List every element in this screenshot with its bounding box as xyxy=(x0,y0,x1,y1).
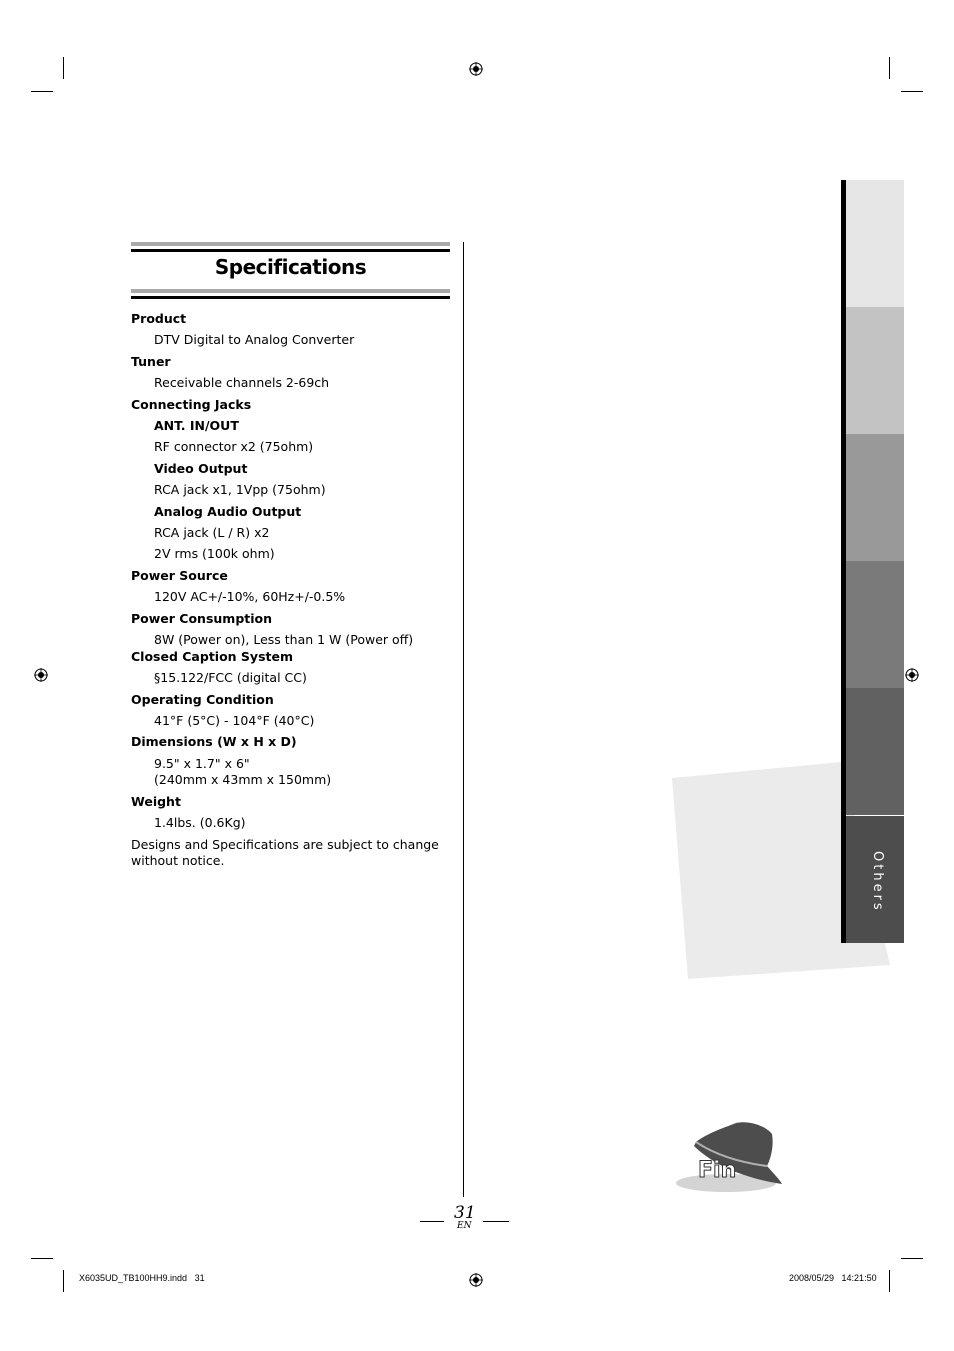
spec-value: 8W (Power on), Less than 1 W (Power off) xyxy=(154,632,414,647)
spec-value: 1.4lbs. (0.6Kg) xyxy=(154,815,246,830)
fin-logo-text: Fin xyxy=(698,1158,737,1183)
registration-mark-icon xyxy=(905,668,919,682)
spec-value: 120V AC+/-10%, 60Hz+/-0.5% xyxy=(154,589,346,604)
registration-mark-icon xyxy=(469,1273,483,1287)
chapter-tab[interactable] xyxy=(846,434,904,561)
spec-value: RCA jack (L / R) x2 xyxy=(154,525,270,540)
chapter-tab-others[interactable] xyxy=(846,816,904,943)
spec-heading: Dimensions (W x H x D) xyxy=(131,734,297,749)
chapter-tab[interactable] xyxy=(846,307,904,434)
spec-heading: Weight xyxy=(131,794,181,809)
crop-mark xyxy=(63,57,64,79)
spec-value: 9.5" x 1.7" x 6" xyxy=(154,756,250,771)
crop-mark xyxy=(31,1258,53,1259)
footer-timestamp: 2008/05/29 14:21:50 xyxy=(789,1273,877,1283)
crop-mark xyxy=(901,1258,923,1259)
spec-heading: Closed Caption System xyxy=(131,649,293,664)
spec-subheading: ANT. IN/OUT xyxy=(154,418,239,433)
title-rule xyxy=(131,249,450,252)
spec-note: Designs and Specifications are subject to change xyxy=(131,837,439,852)
tab-label: Others xyxy=(870,851,885,913)
crop-mark xyxy=(63,1270,64,1292)
spec-value: Receivable channels 2-69ch xyxy=(154,375,330,390)
crop-mark xyxy=(31,91,53,92)
spec-value: 41°F (5°C) - 104°F (40°C) xyxy=(154,713,315,728)
spec-heading: Power Source xyxy=(131,568,228,583)
registration-mark-icon xyxy=(469,62,483,76)
title-rule xyxy=(131,289,450,293)
spec-value: RCA jack x1, 1Vpp (75ohm) xyxy=(154,482,326,497)
spec-heading: Power Consumption xyxy=(131,611,273,626)
spec-subheading: Analog Audio Output xyxy=(154,504,302,519)
page-title: Specifications xyxy=(214,255,367,279)
chapter-tabs xyxy=(841,180,904,943)
title-rule xyxy=(131,242,450,246)
spec-value: §15.122/FCC (digital CC) xyxy=(154,670,307,685)
spec-note: without notice. xyxy=(131,853,225,868)
page-number: 31 xyxy=(454,1203,476,1223)
page-number-rule xyxy=(420,1221,444,1222)
crop-mark xyxy=(901,91,923,92)
chapter-tab[interactable] xyxy=(846,180,904,307)
spec-value: DTV Digital to Analog Converter xyxy=(154,332,355,347)
spec-value: (240mm x 43mm x 150mm) xyxy=(154,772,332,787)
crop-mark xyxy=(889,1270,890,1292)
footer-filename: X6035UD_TB100HH9.indd 31 xyxy=(79,1273,205,1283)
section-title-block xyxy=(131,242,450,300)
spec-value: RF connector x2 (75ohm) xyxy=(154,439,314,454)
chapter-tab[interactable] xyxy=(846,561,904,688)
column-divider xyxy=(463,242,464,1197)
spec-heading: Connecting Jacks xyxy=(131,397,252,412)
crop-mark xyxy=(889,57,890,79)
chapter-tab[interactable] xyxy=(846,688,904,815)
registration-mark-icon xyxy=(34,668,48,682)
spec-heading: Tuner xyxy=(131,354,171,369)
spec-subheading: Video Output xyxy=(154,461,248,476)
page-language: EN xyxy=(457,1221,472,1231)
title-rule xyxy=(131,296,450,299)
spec-value: 2V rms (100k ohm) xyxy=(154,546,275,561)
spec-heading: Operating Condition xyxy=(131,692,274,707)
spec-heading: Product xyxy=(131,311,187,326)
page-number-rule xyxy=(483,1221,509,1222)
